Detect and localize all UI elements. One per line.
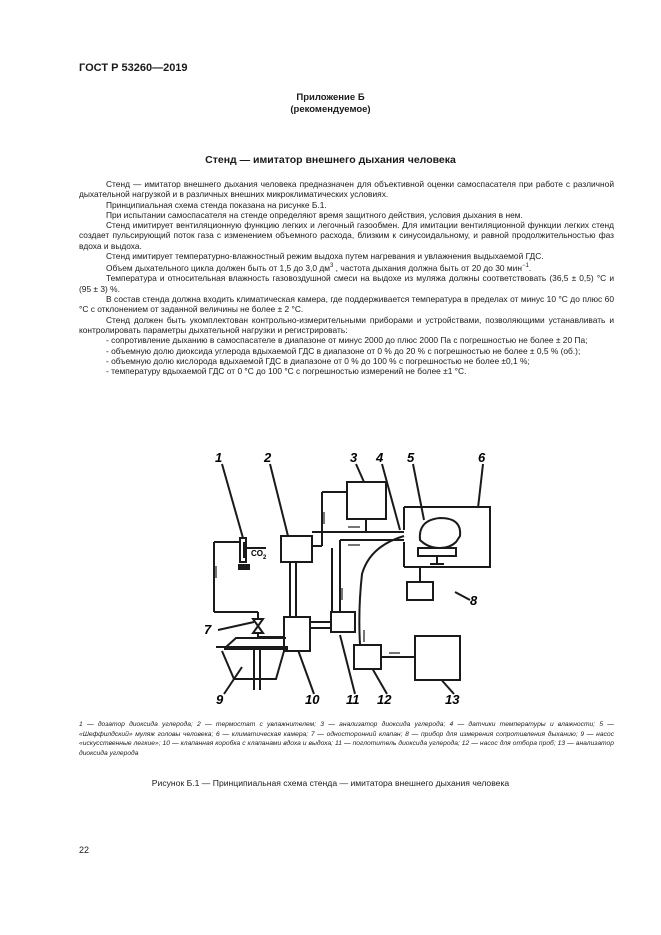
volume-sup-2: −1 [521,263,529,270]
paragraph: Стенд — имитатор внешнего дыхания человека предназначен для объективной оценки самоспасателя при работе с различной дыхательной нагрузкой и в различных внешних микроклиматических условиях. [79,179,614,200]
list-item: - температуру вдыхаемой ГДС от 0 °С до 100 °С с погрешностью измерений не более ±1 °С. [106,366,467,377]
page-number: 22 [79,845,90,855]
diagram-label-2: 2 [264,450,272,465]
diagram-label-8: 8 [470,593,478,608]
co2-subscript: 2 [263,555,267,561]
volume-text-2: , частота дыхания должна быть от 20 до 30 мин [333,263,522,274]
list-item: - объемную долю кислорода вдыхаемой ГДС в диапазоне от 0 % до 100 % с погрешностью не более ±0,1 %; [106,355,530,366]
diagram-label-13: 13 [445,692,460,707]
figure-caption: Рисунок Б.1 — Принципиальная схема стенда — имитатора внешнего дыхания человека [151,778,510,788]
diagram-label-9: 9 [216,692,224,707]
paragraph: Стенд имитирует температурно-влажностный режим выдоха путем нагревания и увлажнения выдыхаемой ГДС. [106,251,544,262]
paragraph: При испытании самоспасателя на стенде определяют время защитного действия, условия дыхания в нем. [106,209,523,220]
standard-header: ГОСТ Р 53260—2019 [79,62,188,74]
diagram-label-4: 4 [376,450,384,465]
co2-label: CO [251,549,263,558]
diagram-label-7: 7 [204,622,212,637]
volume-text-3: . [528,263,532,274]
svg-text:CO2 [251,549,267,561]
diagram-label-5: 5 [407,450,415,465]
diagram-label-10: 10 [305,692,320,707]
list-item: - объемную долю диоксида углерода вдыхаемой ГДС в диапазоне от 0 % до 20 % с погрешностью не более ± 0,5 % (об.); [106,345,581,356]
paragraph: Температура и относительная влажность газовоздушной смеси на выдохе из муляжа должны соответствовать (36,5 ± 0,5) °С и (95 ± 3) %. [79,273,614,294]
diagram-label-1: 1 [215,450,223,465]
section-title: Стенд — имитатор внешнего дыхания человека [205,154,456,166]
appendix-note: (рекомендуемое) [290,104,371,115]
diagram-label-3: 3 [350,450,358,465]
volume-sup-1: 3 [330,263,334,270]
paragraph: Стенд имитирует вентиляционную функцию легких и легочный газообмен. Для имитации вентиляционной функции легких стенд создает пульсирующий поток газа с изменением объемного расхода, близким к синусоидальному, и равной продолжительностью фаз вдоха и выдоха. [79,220,614,251]
paragraph: В состав стенда должна входить климатическая камера, где поддерживается температура в пределах от минус 10 °С до плюс 60 °С с отклонением от заданной величины не более ± 2 °С. [79,294,614,315]
volume-text-1: Объем дыхательного цикла должен быть от 1,5 до 3,0 дм [106,263,330,274]
diagram-label-11: 11 [346,692,360,707]
diagram-label-12: 12 [377,692,392,707]
appendix-title: Приложение Б [296,92,365,103]
figure-legend: 1 — дозатор диоксида углерода; 2 — термостат с увлажнителем; 3 — анализатор диоксида углерода; 4 — датчики температуры и влажности; 5 — «Шеффилдский» муляж головы человека; 6 — климатическая камера; 7 — односторонний клапан; 8 — прибор для измерения сопротивления дыханию; 9 — насос «искусственные легкие»; 10 — клапанная коробка с клапанами вдоха и выдоха; 11 — поглотитель диоксида углерода; 12 — насос для отбора проб; 13 — анализатор диоксида углерода [79,721,614,757]
paragraph: Принципиальная схема стенда показана на рисунке Б.1. [106,199,327,210]
list-item: - сопротивление дыханию в самоспасателе в диапазоне от минус 2000 до плюс 2000 Па с погрешностью не более ± 20 Па; [106,335,588,346]
paragraph: Стенд должен быть укомплектован контрольно-измерительными приборами и устройствами, позволяющими устанавливать и контролировать параметры дыхательной нагрузки и регистрировать: [79,314,614,335]
diagram-label-6: 6 [478,450,486,465]
